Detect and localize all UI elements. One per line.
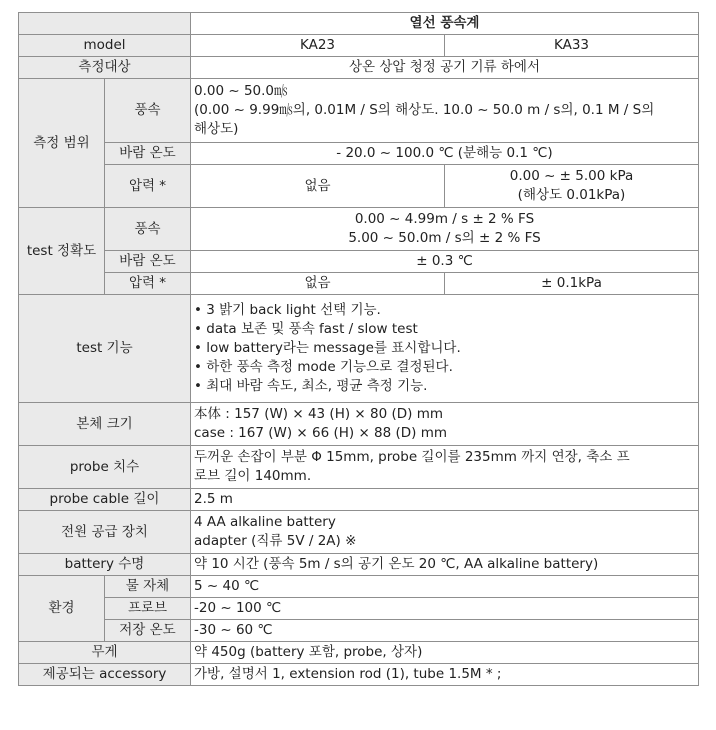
- probe-size-label: probe 치수: [19, 446, 191, 489]
- functions-row: [19, 295, 699, 403]
- environment-body-value: 5 ~ 40 ℃: [191, 576, 699, 598]
- body-size-value: [191, 403, 699, 446]
- accuracy-wind-line-1: 0.00 ~ 4.99m / s ± 2 % FS: [354, 211, 535, 227]
- environment-body-label: 물 자체: [105, 576, 191, 598]
- range-label: 측정 범위: [19, 79, 105, 208]
- weight-value: 약 450g (battery 포함, probe, 상자): [191, 642, 699, 664]
- probe-size-line-1: 두꺼운 손잡이 부분 Φ 15mm, probe 길이를 235mm 까지 연장, 축소 프: [194, 449, 630, 465]
- target-value: 상온 상압 청정 공기 기류 하에서: [191, 57, 699, 79]
- cable-value: 2.5 m: [191, 489, 699, 511]
- probe-size-row: [19, 446, 699, 489]
- cable-row: [19, 489, 699, 511]
- environment-storage-row: [19, 620, 699, 642]
- battery-life-label: battery 수명: [19, 554, 191, 576]
- power-row: [19, 511, 699, 554]
- model-ka23: KA23: [191, 35, 445, 57]
- accuracy-wind-label: 풍속: [105, 208, 191, 251]
- power-line-1: 4 AA alkaline battery: [194, 514, 336, 530]
- range-pressure-row: [19, 165, 699, 208]
- range-pressure-label: 압력 *: [105, 165, 191, 208]
- body-size-line-1: 本体 : 157 (W) × 43 (H) × 80 (D) mm: [194, 406, 444, 422]
- power-value: [191, 511, 699, 554]
- weight-row: [19, 642, 699, 664]
- functions-item-3: • low battery라는 message를 표시합니다.: [194, 340, 461, 356]
- environment-probe-value: -20 ~ 100 ℃: [191, 598, 699, 620]
- accuracy-pressure-ka33: ± 0.1kPa: [445, 273, 699, 295]
- accessory-value: 가방, 설명서 1, extension rod (1), tube 1.5M * ;: [191, 664, 699, 686]
- model-label: model: [19, 35, 191, 57]
- probe-size-line-2: 로브 길이 140mm.: [194, 468, 312, 484]
- environment-probe-row: [19, 598, 699, 620]
- accessory-row: [19, 664, 699, 686]
- table-title: 열선 풍속계: [191, 13, 699, 35]
- power-line-2: adapter (직류 5V / 2A) ※: [194, 533, 357, 549]
- range-temp-label: 바람 온도: [105, 143, 191, 165]
- range-pressure-ka33-line-2: (해상도 0.01kPa): [517, 187, 626, 203]
- accuracy-pressure-row: [19, 273, 699, 295]
- range-wind-line-2: (0.00 ~ 9.99㎧의, 0.01M / S의 해상도. 10.0 ~ 50.0 m / s의, 0.1 M / S의: [194, 102, 655, 118]
- functions-list: [191, 295, 699, 403]
- accessory-label: 제공되는 accessory: [19, 664, 191, 686]
- range-wind-value: [191, 79, 699, 143]
- functions-item-2: • data 보존 및 풍속 fast / slow test: [194, 321, 418, 337]
- range-temp-value: - 20.0 ~ 100.0 ℃ (분해능 0.1 ℃): [191, 143, 699, 165]
- range-pressure-ka33: [445, 165, 699, 208]
- model-row: [19, 35, 699, 57]
- accuracy-temp-label: 바람 온도: [105, 251, 191, 273]
- cable-label: probe cable 길이: [19, 489, 191, 511]
- accuracy-pressure-label: 압력 *: [105, 273, 191, 295]
- functions-item-5: • 최대 바람 속도, 최소, 평균 측정 기능.: [194, 378, 428, 394]
- probe-size-value: [191, 446, 699, 489]
- functions-item-1: • 3 밝기 back light 선택 기능.: [194, 302, 381, 318]
- accuracy-wind-value: [191, 208, 699, 251]
- header-row: [19, 13, 699, 35]
- environment-label: 환경: [19, 576, 105, 642]
- range-wind-line-1: 0.00 ~ 50.0㎧: [194, 83, 288, 99]
- accuracy-pressure-ka23: 없음: [191, 273, 445, 295]
- target-row: [19, 57, 699, 79]
- header-blank-cell: [19, 13, 191, 35]
- model-ka33: KA33: [445, 35, 699, 57]
- range-temp-row: [19, 143, 699, 165]
- environment-probe-label: 프로브: [105, 598, 191, 620]
- range-wind-label: 풍속: [105, 79, 191, 143]
- functions-item-4: • 하한 풍속 측정 mode 기능으로 결정된다.: [194, 359, 453, 375]
- functions-label: test 기능: [19, 295, 191, 403]
- range-wind-line-3: 해상도): [194, 121, 239, 137]
- spec-table: [18, 12, 699, 686]
- body-size-row: [19, 403, 699, 446]
- body-size-line-2: case : 167 (W) × 66 (H) × 88 (D) mm: [194, 425, 448, 441]
- target-label: 측정대상: [19, 57, 191, 79]
- body-size-label: 본체 크기: [19, 403, 191, 446]
- accuracy-wind-line-2: 5.00 ~ 50.0m / s의 ± 2 % FS: [348, 230, 541, 246]
- weight-label: 무게: [19, 642, 191, 664]
- battery-life-value: 약 10 시간 (풍속 5m / s의 공기 온도 20 ℃, AA alkaline battery): [191, 554, 699, 576]
- range-pressure-ka33-line-1: 0.00 ~ ± 5.00 kPa: [509, 168, 634, 184]
- environment-body-row: [19, 576, 699, 598]
- accuracy-wind-row: [19, 208, 699, 251]
- environment-storage-value: -30 ~ 60 ℃: [191, 620, 699, 642]
- range-pressure-ka23: 없음: [191, 165, 445, 208]
- power-label: 전원 공급 장치: [19, 511, 191, 554]
- battery-life-row: [19, 554, 699, 576]
- range-wind-row: [19, 79, 699, 143]
- accuracy-label: test 정확도: [19, 208, 105, 295]
- accuracy-temp-value: ± 0.3 ℃: [191, 251, 699, 273]
- environment-storage-label: 저장 온도: [105, 620, 191, 642]
- accuracy-temp-row: [19, 251, 699, 273]
